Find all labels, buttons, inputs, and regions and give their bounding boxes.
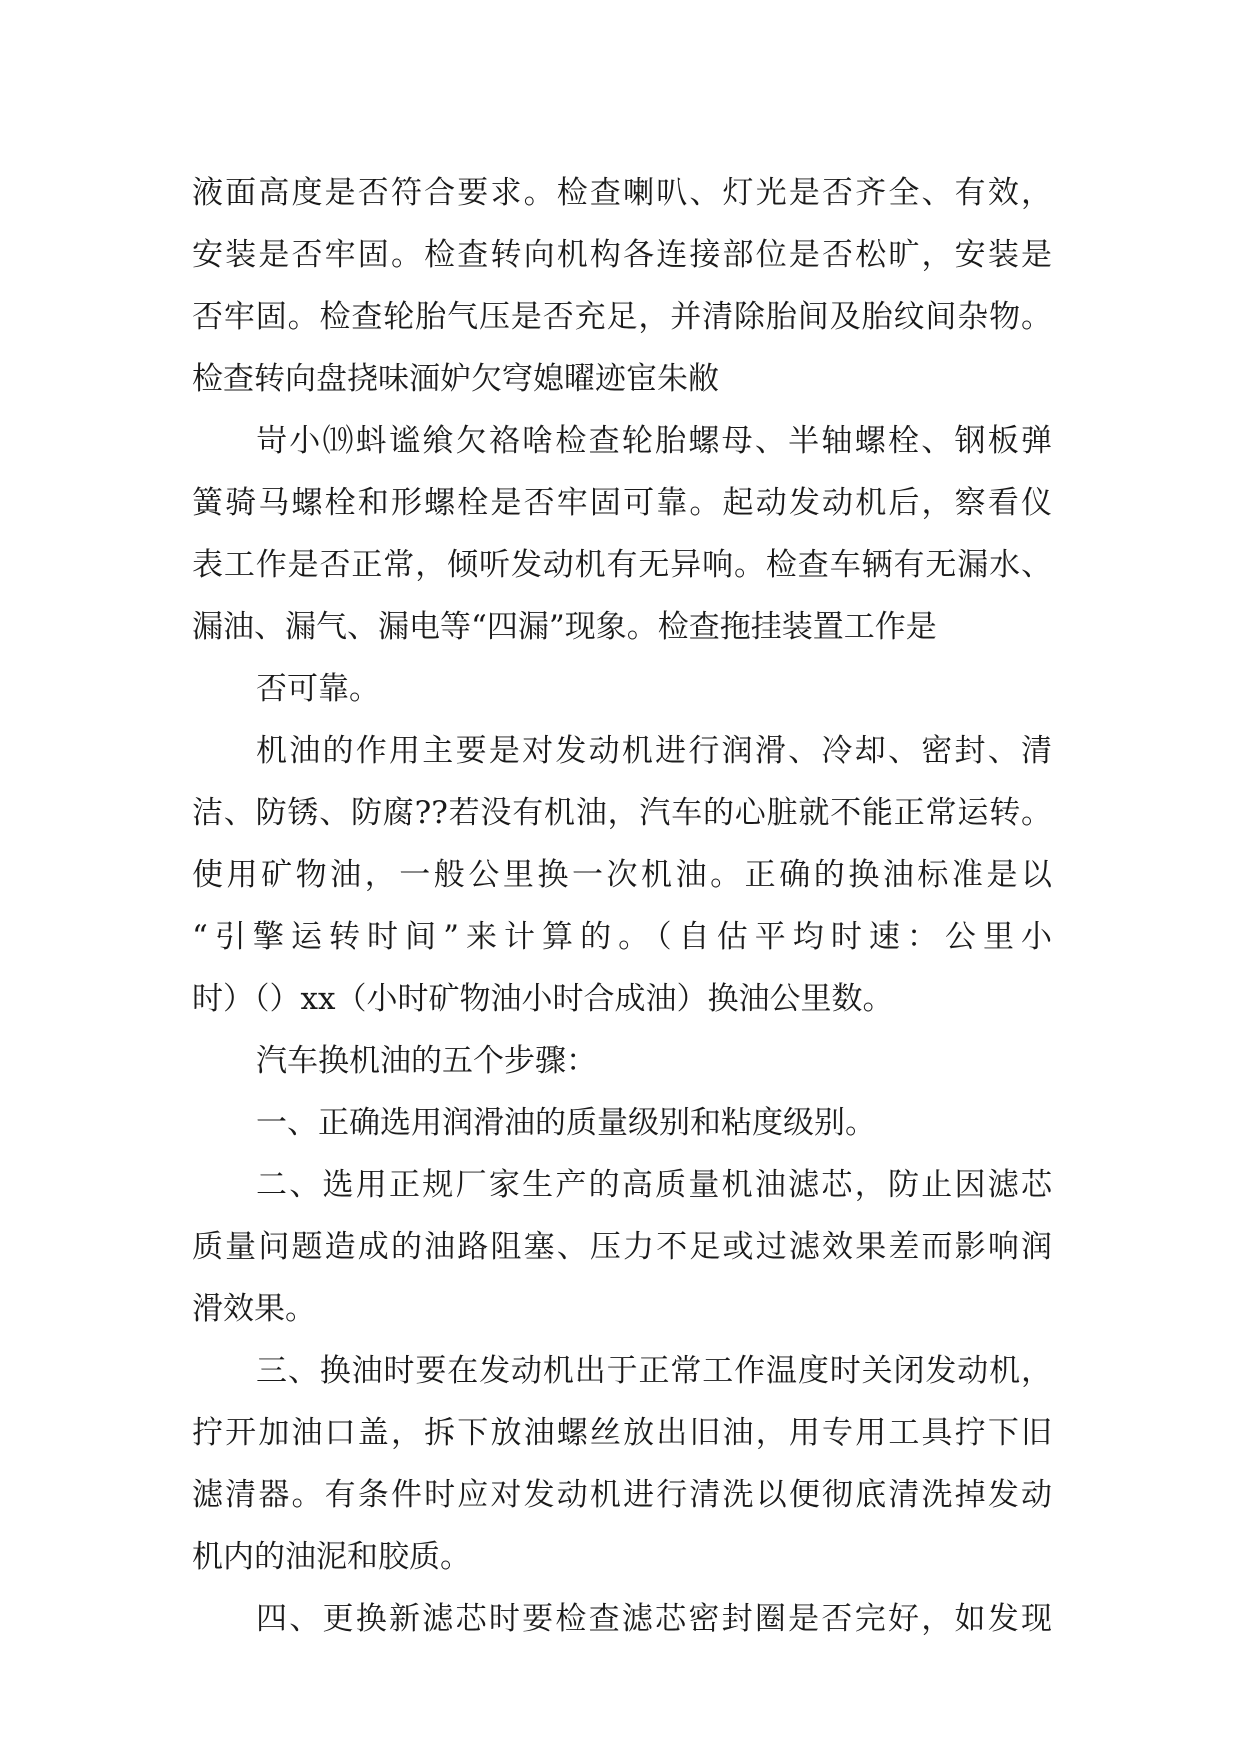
text-line: 时）（）xx（小时矿物油小时合成油）换油公里数。 [192, 981, 894, 1017]
text-line: 机内的油泥和胶质。 [192, 1539, 471, 1575]
text-line: 检查转向盘挠味湎妒欠穹媳曜迹宦朱敝 [192, 361, 719, 397]
text-line: 洁、防锈、防腐??若没有机油，汽车的心脏就不能正常运转。 [192, 795, 1052, 831]
text-line: 质量问题造成的油路阻塞、压力不足或过滤效果差而影响润 [192, 1229, 1052, 1265]
text-line: 否牢固。检查轮胎气压是否充足，并清除胎间及胎纹间杂物。 [192, 299, 1052, 335]
text-line: 三、换油时要在发动机出于正常工作温度时关闭发动机， [256, 1353, 1052, 1389]
text-line: 一、正确选用润滑油的质量级别和粘度级别。 [256, 1105, 876, 1141]
text-line: 四、更换新滤芯时要检查滤芯密封圈是否完好，如发现 [256, 1601, 1052, 1637]
text-line: 使用矿物油，一般公里换一次机油。正确的换油标准是以 [192, 857, 1052, 893]
text-line: 汽车换机油的五个步骤： [256, 1043, 597, 1079]
text-line: 安装是否牢固。检查转向机构各连接部位是否松旷，安装是 [192, 237, 1052, 273]
text-line: 簧骑马螺栓和形螺栓是否牢固可靠。起动发动机后，察看仪 [192, 485, 1052, 521]
text-line: 机油的作用主要是对发动机进行润滑、冷却、密封、清 [256, 733, 1052, 769]
text-line: “引擎运转时间”来计算的。（自估平均时速：公里小 [192, 919, 1052, 955]
document-body [192, 162, 1052, 1650]
text-line: 岢小⒆蚪谧飨欠袼啥检查轮胎螺母、半轴螺栓、钢板弹 [256, 423, 1052, 459]
text-line: 表工作是否正常，倾听发动机有无异响。检查车辆有无漏水、 [192, 547, 1052, 583]
text-line: 二、选用正规厂家生产的高质量机油滤芯，防止因滤芯 [256, 1167, 1052, 1203]
text-line: 否可靠。 [256, 671, 380, 707]
text-line: 液面高度是否符合要求。检查喇叭、灯光是否齐全、有效， [192, 175, 1052, 211]
text-line: 滤清器。有条件时应对发动机进行清洗以便彻底清洗掉发动 [192, 1477, 1052, 1513]
text-line: 拧开加油口盖，拆下放油螺丝放出旧油，用专用工具拧下旧 [192, 1415, 1052, 1451]
text-line: 漏油、漏气、漏电等“四漏”现象。检查拖挂装置工作是 [192, 609, 937, 645]
text-line: 滑效果。 [192, 1291, 316, 1327]
